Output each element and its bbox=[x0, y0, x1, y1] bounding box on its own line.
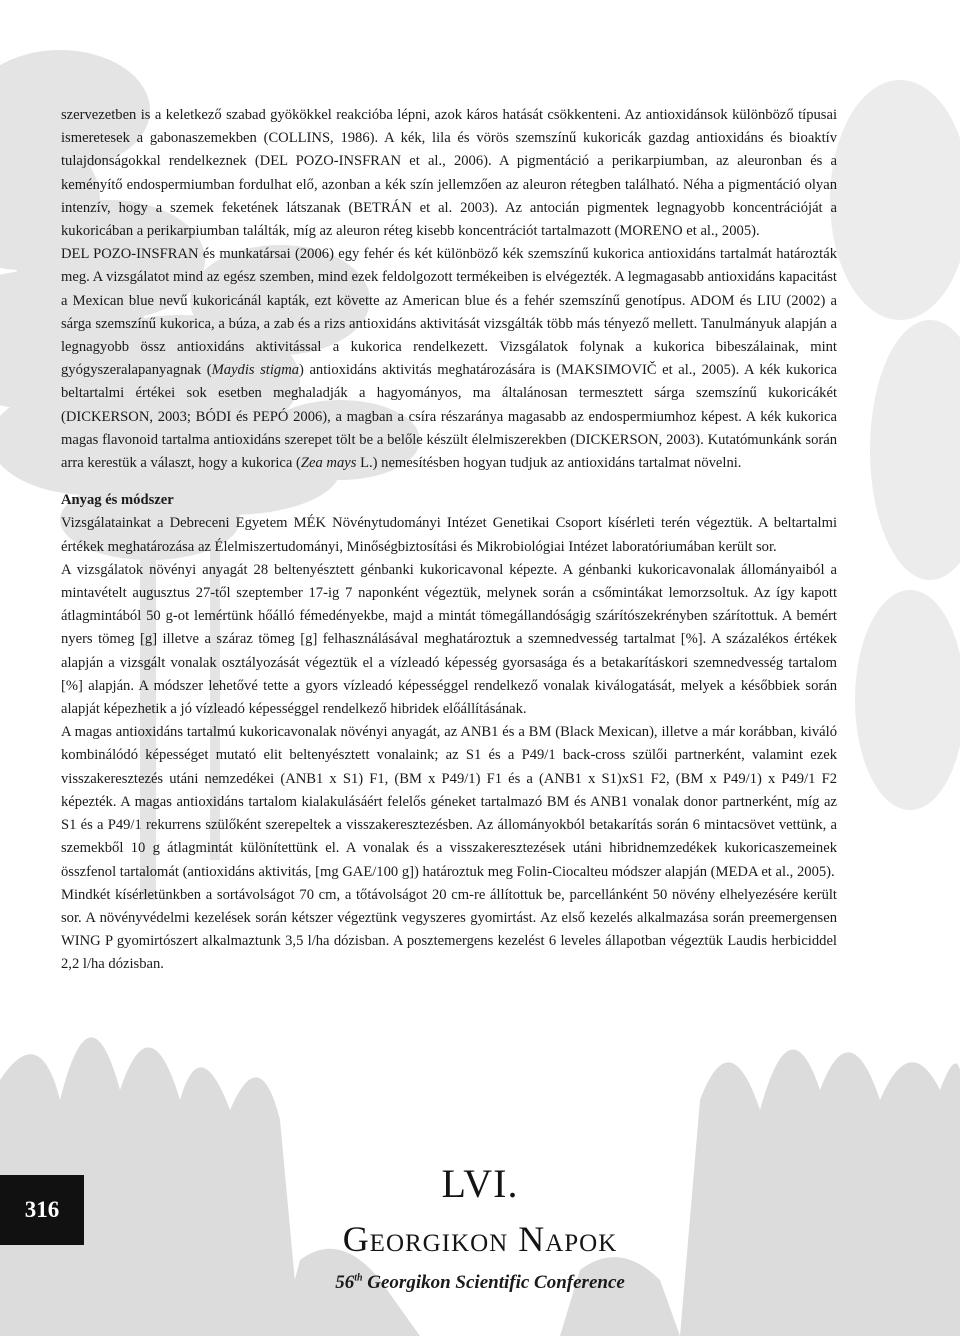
article-body bbox=[61, 104, 837, 977]
conference-title: Georgikon Napok bbox=[342, 1219, 618, 1259]
text-run: ) antioxidáns aktivitás meghatározására is (MAKSIMOVIČ et al., 2005). A kék kukorica beltartalmi értékei sok esetben meghaladják a hagyományos, ma általánosan termesztett sárga szemszínű kukoricákét (DICKERSON, 2003; BÓDI és PEPÓ 2006), a magban a csíra részaránya magasabb az endospermiumhoz képest. A kék kukorica magas flavonoid tartalma antioxidáns szerepet tölt be a belőle készült élelmiszerekben (DICKERSON, 2003). Kutatómunkánk során arra kerestük a választ, hogy a kukorica ( bbox=[61, 362, 837, 472]
text-run: L.) nemesítésben hogyan tudjuk az antioxidáns tartalmat növelni. bbox=[356, 455, 742, 472]
italic-term: Maydis stigma bbox=[211, 362, 300, 379]
page-number: 316 bbox=[0, 1175, 84, 1245]
paragraph: A magas antioxidáns tartalmú kukoricavonalak növényi anyagát, az ANB1 és a BM (Black Mexican), illetve a már korábban, kiváló kombinálódó képességet mutató elit beltenyésztett vonalaink; az S1 és a P49/1 back-cross szülői partnerként, valamint ezek visszakeresztezés utáni nemzedékei (ANB1 x S1) F1, (BM x P49/1) F1 és a (ANB1 x S1)xS1 F2, (BM x P49/1) x P49/1 F2 képezték. A magas antioxidáns tartalom kialakulásáért felelős géneket tartalmazó BM és ANB1 vonalak donor partnerként, míg az S1 és a P49/1 rekurrens szülőként szerepeltek a visszakeresztezésben. Az állományokból betakarítás során 6 mintacsövet vettünk, a szemekből 10 g átlagmintát különítettünk el. A vonalak és a visszakeresztezések utáni hibridnemzedékek kukoricaszemeinek összfenol tartalomát (antioxidáns aktivitás, [mg GAE/100 g]) határoztuk meg Folin-Ciocalteu módszer alapján (MEDA et al., 2005). bbox=[61, 724, 837, 880]
paragraph: szervezetben is a keletkező szabad gyökökkel reakcióba lépni, azok káros hatását csökkenteni. Az antioxidánsok különböző típusai ismeretesek a gabonaszemekben (COLLINS, 1986). A kék, lila és vörös szemszínű kukoricák gazdag antioxidáns és bioaktív tulajdonságokkal rendelkeznek (DEL POZO-INSFRAN et al., 2006). A pigmentáció a perikarpiumban, az aleuronban és a keményítő endospermiumban fordulhat elő, azonban a kék szín jellemzően az aleuron rétegben található. Néha a pigmentáció olyan intenzív, hogy a szemek feketének látszanak (BETRÁN et al. 2003). Az antocián pigmentek legnagyobb koncentrációját a kukoricában a perikarpiumban találták, míg az aleuron réteg kisebb koncentrációt tartalmazott (MORENO et al., 2005). bbox=[61, 107, 837, 240]
paragraph: Vizsgálatainkat a Debreceni Egyetem MÉK Növénytudományi Intézet Genetikai Csoport kísérleti terén végeztük. A beltartalmi értékek meghatározása az Élelmiszertudományi, Minőségbiztosítási és Mikrobiológiai Intézet laboratóriumában került sor. bbox=[61, 515, 837, 555]
italic-term: Zea mays bbox=[300, 455, 357, 472]
paragraph: Mindkét kísérletünkben a sortávolságot 70 cm, a tőtávolságot 20 cm-re állítottuk be, parcellánként 50 növény elhelyezésére került sor. A növényvédelmi kezelések során kétszer végeztünk vegyszeres gyomirtást. Az első kezelés alkalmazása során preemergensen WING P gyomirtószert alkalmaztunk 3,5 l/ha dózisban. A posztemergens kezelést 6 leveles állapotban végeztük Laudis herbiciddel 2,2 l/ha dózisban. bbox=[61, 886, 837, 973]
paragraph: A vizsgálatok növényi anyagát 28 beltenyésztett génbanki kukoricavonal képezte. A génbanki kukoricavonalak állományaiból a mintavételt augusztus 27-től szeptember 17-ig 7 naponként végeztük, melynek során a csőmintákat lemorzsoltuk. Az így kapott átlagmintából 50 g-ot lemértünk hőálló fémedényekbe, majd a mintát tömegállandóságig szárítószekrényben szárítottuk. A bemért nyers tömeg [g] illetve a száraz tömeg [g] felhasználásával meghatároztuk a szemnedvesség tartalmat [%]. A százalékos értékek alapján a vizsgált vonalak osztályozását végeztük el a vízleadó képesség gyorsasága és a betakarításkori szemnedvesség tartalom [%] alapján. A módszer lehetővé tette a gyors vízleadó képességgel rendelkező vonalak kiválogatását, melyek a későbbiek során alapját képezhetik a jó vízleadó képességgel rendelkező hibridek előállításának. bbox=[61, 561, 837, 718]
section-heading: Anyag és módszer bbox=[61, 492, 174, 509]
conference-subtitle bbox=[0, 1272, 960, 1294]
ordinal-suffix: th bbox=[354, 1272, 363, 1284]
text-run: DEL POZO-INSFRAN és munkatársai (2006) egy fehér és két különböző kék szemszínű kukorica antioxidáns tartalmát határozták meg. A vizsgálatot mind az egész szemben, mind ezek feldolgozott termékeiben is elvégezték. A legmagasabb antioxidáns kapacitást a Mexican blue nevű kukoricánál kapták, ezt követte az American blue és a fehér szemszínű genotípus. ADOM és LIU (2002) a sárga szemszínű kukorica, a búza, a zab és a rizs antioxidáns aktivitását vizsgálták több más tényező mellett. Tanulmányuk alapján a legnagyobb össz antioxidáns aktivitással a kukorica rendelkezett. Vizsgálatok folynak a kukorica bibeszálainak, mint gyógyszeralapanyagnak ( bbox=[61, 246, 837, 379]
ordinal-number: 56 bbox=[335, 1272, 355, 1293]
volume-numeral: LVI. bbox=[441, 1161, 519, 1206]
paragraph bbox=[61, 243, 837, 475]
subtitle-text: Georgikon Scientific Conference bbox=[362, 1272, 625, 1293]
